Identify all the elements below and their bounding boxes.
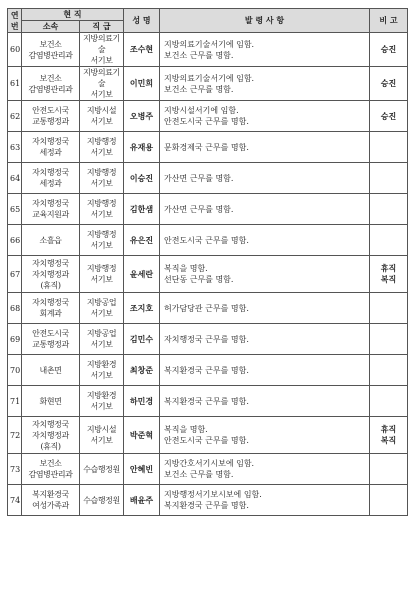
row-details: 복직을 명함. 선단동 근무를 명함. (160, 256, 370, 293)
table-row (8, 256, 408, 293)
row-name: 최창준 (124, 355, 160, 386)
row-affiliation: 안전도시국 교통행정과 (22, 101, 80, 132)
row-affiliation: 복지환경국 여성가족과 (22, 485, 80, 516)
row-details: 문화경제국 근무를 명함. (160, 132, 370, 163)
row-grade: 지방공업 서기보 (80, 293, 124, 324)
header-name: 성 명 (124, 9, 160, 33)
row-number: 70 (8, 355, 22, 386)
row-grade: 지방공업 서기보 (80, 324, 124, 355)
row-affiliation: 자치행정국 회계과 (22, 293, 80, 324)
row-note: 승진 (370, 33, 408, 67)
row-note (370, 225, 408, 256)
table-row (8, 324, 408, 355)
row-name: 윤세란 (124, 256, 160, 293)
row-name: 김민수 (124, 324, 160, 355)
table-row (8, 417, 408, 454)
header-current-position: 현 직 (22, 9, 124, 21)
row-affiliation: 자치행정국 세정과 (22, 163, 80, 194)
row-note (370, 293, 408, 324)
row-name: 유은진 (124, 225, 160, 256)
row-number: 72 (8, 417, 22, 454)
row-number: 65 (8, 194, 22, 225)
row-note (370, 132, 408, 163)
row-note: 휴직 복직 (370, 256, 408, 293)
table-row (8, 355, 408, 386)
row-details: 가산면 근무를 명함. (160, 163, 370, 194)
row-details: 복지환경국 근무를 명함. (160, 355, 370, 386)
row-number: 68 (8, 293, 22, 324)
row-number: 64 (8, 163, 22, 194)
row-details: 허가담당관 근무를 명함. (160, 293, 370, 324)
row-name: 조지호 (124, 293, 160, 324)
table-row (8, 33, 408, 67)
row-affiliation: 자치행정국 세정과 (22, 132, 80, 163)
row-grade: 지방의료기술 서기보 (80, 33, 124, 67)
row-details: 지방행정서기보시보에 임함. 복지환경국 근무를 명함. (160, 485, 370, 516)
row-number: 73 (8, 454, 22, 485)
row-name: 배윤주 (124, 485, 160, 516)
row-grade: 지방환경 서기보 (80, 355, 124, 386)
table-row (8, 454, 408, 485)
row-name: 박준혁 (124, 417, 160, 454)
header-no: 연번 (8, 9, 22, 33)
row-note (370, 454, 408, 485)
row-note (370, 194, 408, 225)
table-row (8, 67, 408, 101)
row-details: 지방의료기술서기에 임함. 보건소 근무를 명함. (160, 33, 370, 67)
row-affiliation: 안전도시국 교통행정과 (22, 324, 80, 355)
personnel-appointment-table (7, 8, 408, 516)
row-grade: 지방행정 서기보 (80, 163, 124, 194)
header-details: 발 령 사 항 (160, 9, 370, 33)
row-name: 유재용 (124, 132, 160, 163)
row-affiliation: 내촌면 (22, 355, 80, 386)
table-row (8, 163, 408, 194)
table-row (8, 225, 408, 256)
row-affiliation: 자치행정국 교육지원과 (22, 194, 80, 225)
row-details: 자치행정국 근무를 명함. (160, 324, 370, 355)
row-number: 63 (8, 132, 22, 163)
header-affiliation: 소속 (22, 21, 80, 33)
row-grade: 지방행정 서기보 (80, 132, 124, 163)
row-note (370, 163, 408, 194)
row-number: 67 (8, 256, 22, 293)
row-number: 61 (8, 67, 22, 101)
row-number: 74 (8, 485, 22, 516)
row-grade: 지방행정 서기보 (80, 225, 124, 256)
row-grade: 지방행정 서기보 (80, 194, 124, 225)
row-details: 복직을 명함. 안전도시국 근무를 명함. (160, 417, 370, 454)
row-name: 오병주 (124, 101, 160, 132)
row-name: 조수현 (124, 33, 160, 67)
row-note (370, 355, 408, 386)
row-name: 이승진 (124, 163, 160, 194)
row-details: 지방의료기술서기에 임함. 보건소 근무를 명함. (160, 67, 370, 101)
header-note: 비 고 (370, 9, 408, 33)
row-note (370, 386, 408, 417)
row-grade: 지방시설 서기보 (80, 101, 124, 132)
row-note: 휴직 복직 (370, 417, 408, 454)
row-affiliation: 보건소 감염병관리과 (22, 33, 80, 67)
row-note (370, 324, 408, 355)
row-grade: 지방행정 서기보 (80, 256, 124, 293)
row-grade: 지방의료기술 서기보 (80, 67, 124, 101)
row-grade: 지방시설 서기보 (80, 417, 124, 454)
table-row (8, 485, 408, 516)
row-name: 하민경 (124, 386, 160, 417)
row-grade: 수습행정원 (80, 485, 124, 516)
row-number: 60 (8, 33, 22, 67)
row-details: 지방간호서기시보에 임함. 보건소 근무를 명함. (160, 454, 370, 485)
row-note: 승진 (370, 101, 408, 132)
row-number: 66 (8, 225, 22, 256)
row-affiliation: 보건소 감염병관리과 (22, 67, 80, 101)
row-grade: 지방환경 서기보 (80, 386, 124, 417)
header-row-top (8, 9, 408, 21)
row-number: 62 (8, 101, 22, 132)
table-row (8, 194, 408, 225)
table-row (8, 386, 408, 417)
row-name: 안혜빈 (124, 454, 160, 485)
row-number: 69 (8, 324, 22, 355)
table-row (8, 132, 408, 163)
row-affiliation: 소흘읍 (22, 225, 80, 256)
table-body (8, 33, 408, 516)
row-name: 이민희 (124, 67, 160, 101)
row-affiliation: 보건소 감염병관리과 (22, 454, 80, 485)
header-grade: 직 급 (80, 21, 124, 33)
row-note (370, 485, 408, 516)
row-grade: 수습행정원 (80, 454, 124, 485)
row-number: 71 (8, 386, 22, 417)
row-affiliation: 자치행정국 자치행정과 (휴직) (22, 417, 80, 454)
row-affiliation: 화현면 (22, 386, 80, 417)
row-name: 김한샘 (124, 194, 160, 225)
row-details: 복지환경국 근무를 명함. (160, 386, 370, 417)
row-details: 지방시설서기에 임함. 안전도시국 근무를 명함. (160, 101, 370, 132)
row-note: 승진 (370, 67, 408, 101)
table-row (8, 101, 408, 132)
row-details: 안전도시국 근무를 명함. (160, 225, 370, 256)
table-row (8, 293, 408, 324)
row-details: 가산면 근무를 명함. (160, 194, 370, 225)
row-affiliation: 자치행정국 자치행정과 (휴직) (22, 256, 80, 293)
